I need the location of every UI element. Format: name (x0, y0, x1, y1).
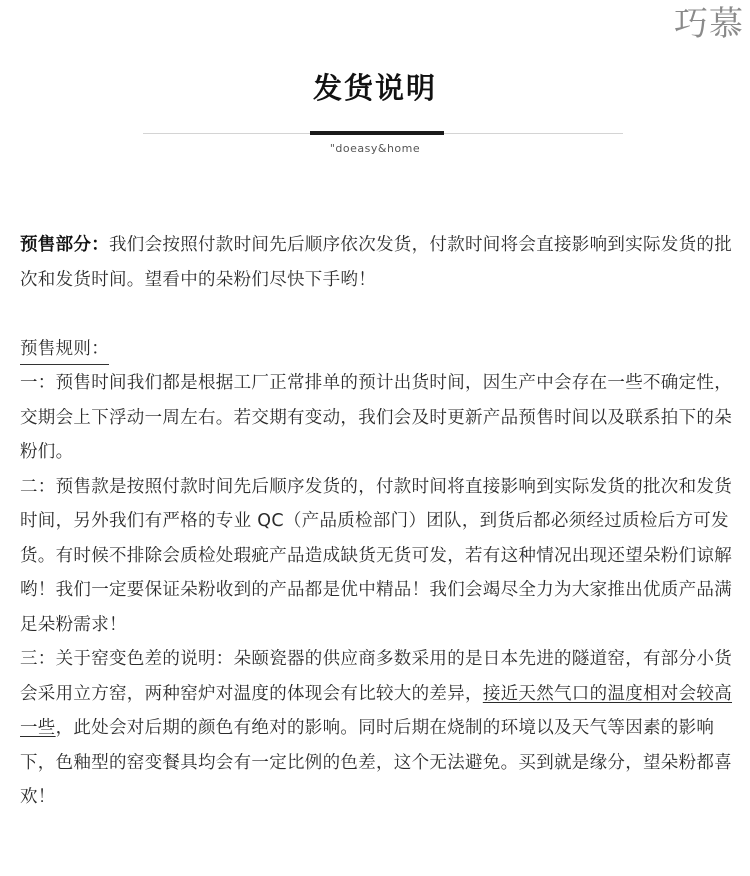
rules-heading: 预售规则： (20, 334, 109, 365)
rule-three-text-start: 三：关于窑变色差的说明：朵颐瓷器的供应商多数采用的是日本先进的隧道窑，有部分小货会采用立方窑，两种窑炉对温度的体现会有比较大的差异， (20, 649, 732, 704)
title-divider-accent (310, 131, 444, 135)
rule-one: 一：预售时间我们都是根据工厂正常排单的预计出货时间，因生产中会存在一些不确定性，交期会上下浮动一周左右。若交期有变动，我们会及时更新产品预售时间以及联系拍下的朵粉们。 (20, 373, 732, 462)
paragraph-spacer (20, 297, 736, 332)
brand-subtitle: "doeasy&home (329, 142, 421, 155)
brand-watermark: 巧慕 (674, 4, 744, 44)
rules-heading-row (20, 332, 736, 367)
rule-three (20, 642, 736, 815)
presale-paragraph (20, 228, 736, 297)
presale-text: 我们会按照付款时间先后顺序依次发货，付款时间将会直接影响到实际发货的批次和发货时间。望看中的朵粉们尽快下手哟！ (20, 235, 732, 290)
rule-three-text-end: ，此处会对后期的颜色有绝对的影响。同时后期在烧制的环境以及天气等因素的影响下，色釉型的窑变餐具均会有一定比例的色差，这个无法避免。买到就是缘分，望朵粉都喜欢！ (20, 718, 732, 807)
rule-two: 二：预售款是按照付款时间先后顺序发货的，付款时间将直接影响到实际发货的批次和发货时间，另外我们有严格的专业 QC（产品质检部门）团队，到货后都必须经过质检后方可发货。有时候不排除会质检处瑕疵产品造成缺货无货可发，若有这种情况出现还望朵粉们谅解哟！我们一定要保证朵粉收到的产品都是优中精品！我们会竭尽全力为大家推出优质产品满足朵粉需求！ (20, 476, 732, 635)
shipping-notes (20, 228, 736, 815)
rule-three-underlined-text: 接近天然气口的温度相对会较高一些 (20, 683, 733, 738)
page-title: 发货说明 (312, 71, 437, 105)
presale-label: 预售部分： (20, 235, 109, 255)
